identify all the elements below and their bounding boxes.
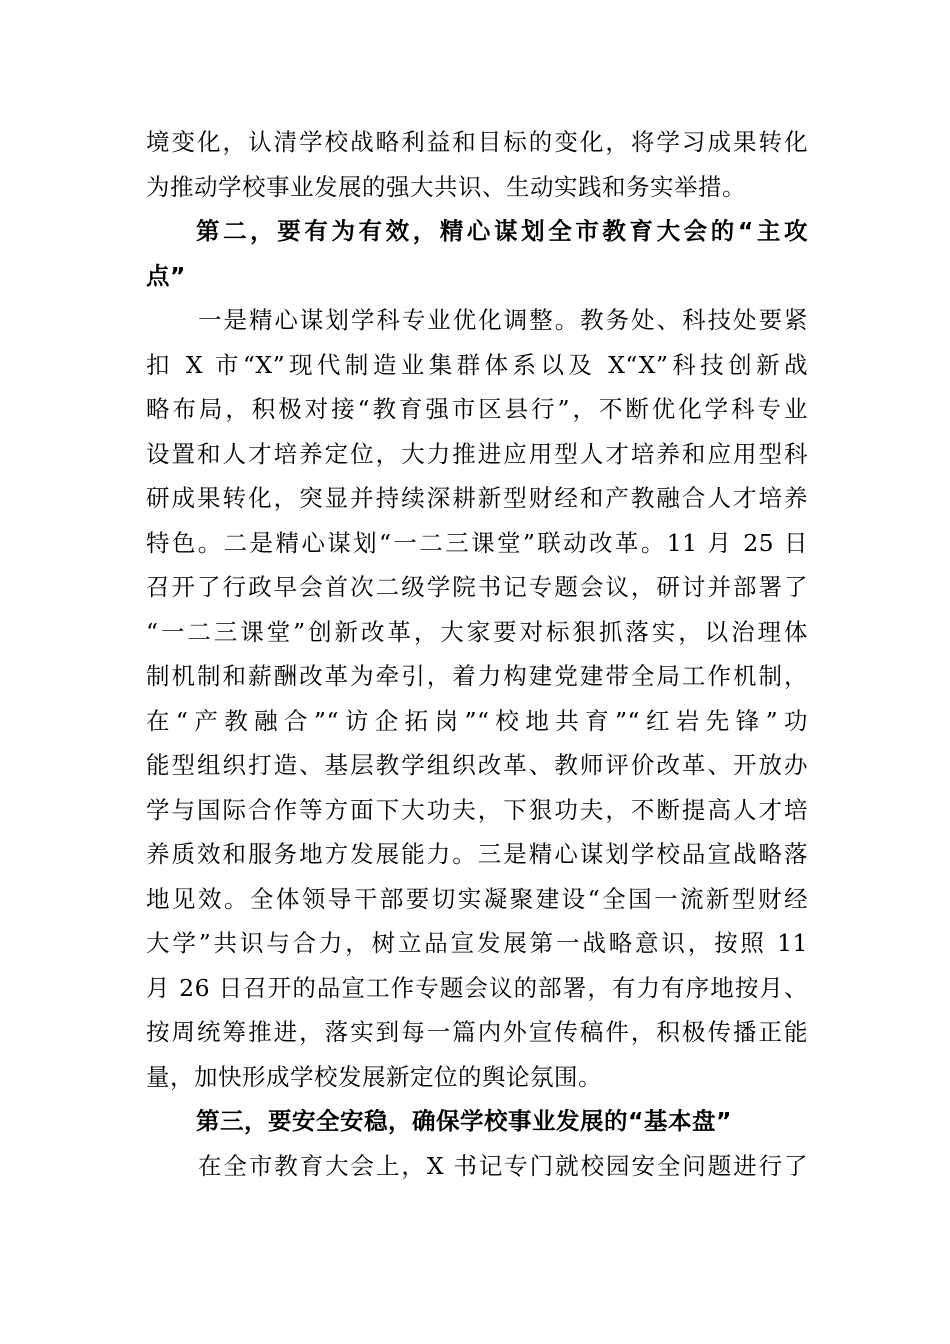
text-line: 按周统筹推进，落实到每一篇内外宣传稿件，积极传播正能 xyxy=(146,1018,808,1046)
text-line: 能型组织打造、基层教学组织改革、教师评价改革、开放办 xyxy=(146,751,808,779)
text-line: 一是精心谋划学科专业优化调整。教务处、科技处要紧 xyxy=(198,306,808,334)
section-heading-third xyxy=(146,1099,808,1144)
text-line: 制机制和薪酬改革为牵引，着力构建党建带全局工作机制， xyxy=(146,662,808,690)
paragraph-body xyxy=(146,1144,808,1189)
text-line: 量，加快形成学校发展新定位的舆论氛围。 xyxy=(146,1062,602,1091)
text-line: 召开了行政早会首次二级学院书记专题会议，研讨并部署了 xyxy=(146,573,808,601)
paragraph-continuation xyxy=(146,120,808,209)
text-line: 大学”共识与合力，树立品宣发展第一战略意识，按照 11 xyxy=(146,929,808,957)
heading-line: 第二，要有为有效，精心谋划全市教育大会的“主攻 xyxy=(196,217,808,245)
document-page xyxy=(146,120,808,1188)
text-line: 学与国际合作等方面下大功夫，下狠功夫，不断提高人才培 xyxy=(146,795,808,824)
text-line: 养质效和服务地方发展能力。三是精心谋划学校品宣战略落 xyxy=(146,840,808,868)
text-line: 扣 X 市“X”现代制造业集群体系以及 X“X”科技创新战 xyxy=(146,350,808,379)
text-line: “一二三课堂”创新改革，大家要对标狠抓落实，以治理体 xyxy=(146,617,808,646)
section-heading-second xyxy=(146,209,808,298)
text-line: 设置和人才培养定位，大力推进应用型人才培养和应用型科 xyxy=(146,439,808,468)
text-line: 研成果转化，突显并持续深耕新型财经和产教融合人才培养 xyxy=(146,484,808,512)
text-line: 地见效。全体领导干部要切实凝聚建设“全国一流新型财经 xyxy=(146,884,808,913)
paragraph-body xyxy=(146,298,808,1099)
heading-line: 点” xyxy=(146,261,186,290)
text-line: 月 26 日召开的品宣工作专题会议的部署，有力有序地按月、 xyxy=(146,973,808,1002)
heading-line: 第三，要安全安稳，确保学校事业发展的“基本盘” xyxy=(196,1107,732,1135)
text-line: 在全市教育大会上，X 书记专门就校园安全问题进行了 xyxy=(198,1151,808,1180)
text-line: 特色。二是精心谋划“一二三课堂”联动改革。11 月 25 日 xyxy=(146,528,808,557)
text-line: 为推动学校事业发展的强大共识、生动实践和务实举措。 xyxy=(146,172,746,201)
text-line: 略布局，积极对接“教育强市区县行”，不断优化学科专业 xyxy=(146,395,808,423)
text-line: 在“产教融合”“访企拓岗”“校地共育”“红岩先锋”功 xyxy=(146,706,808,735)
text-line: 境变化，认清学校战略利益和目标的变化，将学习成果转化 xyxy=(146,128,808,156)
